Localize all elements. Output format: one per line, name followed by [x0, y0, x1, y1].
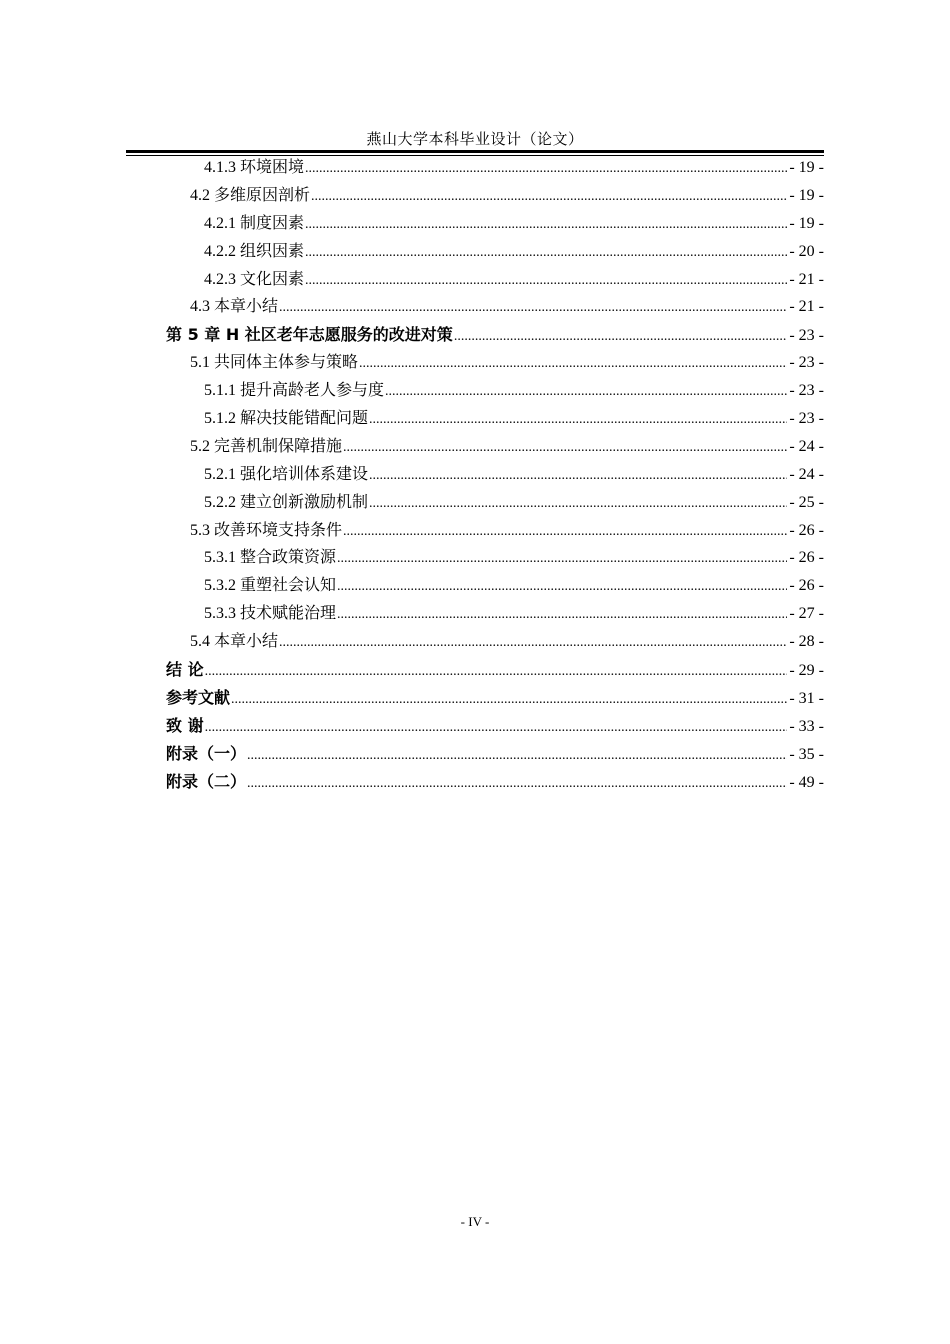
- toc-entry[interactable]: [166, 433, 824, 461]
- toc-entry[interactable]: [166, 321, 824, 349]
- toc-dot-leader: [279, 628, 787, 657]
- toc-dot-leader: [305, 210, 787, 239]
- toc-entry-page: - 21 -: [789, 298, 824, 316]
- toc-dot-leader: [279, 293, 787, 322]
- toc-entry[interactable]: [166, 572, 824, 600]
- toc-entry-label: 5.1 共同体主体参与策略: [190, 354, 359, 372]
- toc-entry-page: - 24 -: [789, 437, 824, 455]
- toc-entry-page: - 29 -: [789, 662, 824, 680]
- toc-entry[interactable]: [166, 266, 824, 294]
- toc-entry-label: 4.2.3 文化因素: [204, 270, 305, 288]
- toc-entry-label: 4.2 多维原因剖析: [190, 186, 311, 204]
- toc-entry-label: 5.1.1 提升高龄老人参与度: [204, 382, 385, 400]
- toc-entry-page: - 26 -: [789, 521, 824, 539]
- toc-entry[interactable]: [166, 238, 824, 266]
- toc-dot-leader: [305, 266, 787, 295]
- toc-entry[interactable]: [166, 405, 824, 433]
- running-header-title: 燕山大学本科毕业设计（论文）: [366, 132, 584, 148]
- footer-page-number: - IV -: [460, 1214, 490, 1229]
- toc-entry-page: - 35 -: [789, 745, 824, 763]
- toc-entry-label: 结 论: [166, 660, 204, 680]
- toc-entry[interactable]: [166, 489, 824, 517]
- toc-entry-label: 4.2.2 组织因素: [204, 242, 305, 260]
- toc-entry[interactable]: [166, 628, 824, 656]
- toc-entry-page: - 28 -: [789, 633, 824, 651]
- toc-entry-label: 4.2.1 制度因素: [204, 214, 305, 232]
- toc-dot-leader: [337, 572, 787, 601]
- toc-entry-page: - 19 -: [789, 214, 824, 232]
- toc-entry-label: 5.1.2 解决技能错配问题: [204, 410, 369, 428]
- toc-entry-label: 附录（二）: [166, 771, 247, 791]
- toc-entry-label: 第 5 章 H 社区老年志愿服务的改进对策: [166, 325, 453, 345]
- toc-entry-label: 5.4 本章小结: [190, 633, 279, 651]
- toc-entry-page: - 23 -: [789, 327, 824, 345]
- toc-dot-leader: [359, 349, 787, 378]
- toc-entry-page: - 27 -: [789, 605, 824, 623]
- toc-dot-leader: [369, 405, 787, 434]
- toc-entry[interactable]: [166, 600, 824, 628]
- toc-entry[interactable]: [166, 656, 824, 684]
- toc-entry-page: - 25 -: [789, 493, 824, 511]
- toc-entry-page: - 19 -: [789, 159, 824, 176]
- toc-dot-leader: [337, 600, 787, 629]
- toc-entry-label: 4.3 本章小结: [190, 298, 279, 316]
- toc-entry[interactable]: [166, 210, 824, 238]
- toc-entry[interactable]: [166, 684, 824, 712]
- toc-entry-label: 附录（一）: [166, 743, 247, 763]
- toc-entry[interactable]: [166, 154, 824, 182]
- toc-dot-leader: [205, 713, 788, 742]
- toc-entry-label: 致 谢: [166, 715, 204, 735]
- toc-entry-page: - 23 -: [789, 410, 824, 428]
- toc-entry-label: 5.3.2 重塑社会认知: [204, 577, 337, 595]
- toc-dot-leader: [231, 685, 787, 714]
- toc-dot-leader: [247, 769, 787, 798]
- toc-entry-page: - 26 -: [789, 549, 824, 567]
- toc-dot-leader: [205, 657, 788, 686]
- header-rule-thick: [126, 150, 824, 153]
- toc-entry-page: - 33 -: [789, 717, 824, 735]
- toc-entry-page: - 19 -: [789, 186, 824, 204]
- toc-entry-label: 4.1.3 环境困境: [204, 159, 305, 176]
- toc-entry-page: - 23 -: [789, 382, 824, 400]
- toc-entry[interactable]: [166, 517, 824, 545]
- toc-entry[interactable]: [166, 182, 824, 210]
- toc-entry-label: 5.3.3 技术赋能治理: [204, 605, 337, 623]
- toc-entry-label: 5.2.2 建立创新激励机制: [204, 493, 369, 511]
- table-of-contents: [166, 154, 824, 795]
- toc-entry[interactable]: [166, 293, 824, 321]
- toc-entry[interactable]: [166, 544, 824, 572]
- toc-dot-leader: [385, 377, 787, 406]
- toc-entry-label: 5.3 改善环境支持条件: [190, 521, 343, 539]
- toc-dot-leader: [305, 238, 787, 267]
- toc-entry-page: - 21 -: [789, 270, 824, 288]
- toc-entry-page: - 49 -: [789, 773, 824, 791]
- toc-dot-leader: [343, 517, 787, 546]
- toc-entry[interactable]: [166, 377, 824, 405]
- toc-entry-page: - 23 -: [789, 354, 824, 372]
- toc-dot-leader: [247, 741, 787, 770]
- toc-entry[interactable]: [166, 712, 824, 740]
- toc-entry-page: - 24 -: [789, 465, 824, 483]
- toc-entry-page: - 20 -: [789, 242, 824, 260]
- toc-entry-page: - 31 -: [789, 689, 824, 707]
- toc-entry[interactable]: [166, 349, 824, 377]
- toc-entry-label: 5.2.1 强化培训体系建设: [204, 465, 369, 483]
- toc-entry-label: 5.3.1 整合政策资源: [204, 549, 337, 567]
- toc-dot-leader: [337, 544, 787, 573]
- toc-entry[interactable]: [166, 768, 824, 796]
- toc-dot-leader: [311, 182, 787, 211]
- toc-entry-page: - 26 -: [789, 577, 824, 595]
- toc-dot-leader: [454, 322, 788, 351]
- toc-entry-label: 参考文献: [166, 687, 231, 707]
- toc-entry[interactable]: [166, 461, 824, 489]
- toc-entry[interactable]: [166, 740, 824, 768]
- toc-dot-leader: [305, 154, 787, 183]
- toc-dot-leader: [343, 433, 787, 462]
- toc-dot-leader: [369, 489, 787, 518]
- toc-entry-label: 5.2 完善机制保障措施: [190, 437, 343, 455]
- toc-dot-leader: [369, 461, 787, 490]
